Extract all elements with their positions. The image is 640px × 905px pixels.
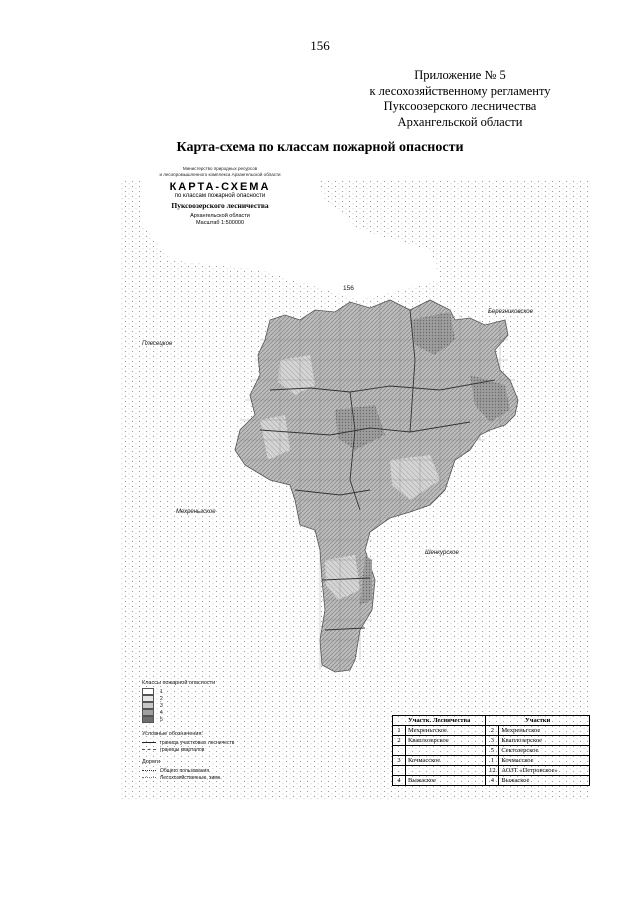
forestry-number-cell: 3	[393, 756, 406, 766]
legend-class-row	[142, 695, 262, 702]
forestry-name-cell: Мехреньгское	[406, 726, 486, 736]
legend-class-label: 2	[160, 695, 163, 702]
legend-quarter-boundary-label: границы кварталов	[160, 746, 205, 753]
map-region: Архангельской области	[190, 213, 250, 219]
legend-class-swatch	[142, 716, 154, 723]
neighbor-label-north-east: Березниковское	[488, 309, 533, 315]
section-number-cell: 5	[486, 746, 499, 756]
legend-class-row	[142, 702, 262, 709]
map-legend	[142, 678, 262, 781]
appendix-line-1: Приложение № 5	[414, 68, 506, 82]
section-number-cell: 4	[486, 776, 499, 786]
legend-road-general-label: Общего пользования	[160, 767, 210, 774]
document-title: Карта-схема по классам пожарной опасности	[176, 140, 464, 155]
forestry-name-cell: Выжаское	[406, 776, 486, 786]
table-header-forestry: Участк. Лесничества	[393, 716, 486, 726]
table-row	[393, 766, 590, 776]
map-subtitle: по классам пожарной опасности	[174, 193, 266, 199]
legend-row-section-boundary	[142, 739, 262, 746]
section-name-cell: Кочмасское	[499, 756, 590, 766]
section-name-cell: Сектозерское	[499, 746, 590, 756]
legend-class-label: 1	[160, 688, 163, 695]
table-row	[393, 776, 590, 786]
appendix-line-4: Архангельской области	[397, 114, 523, 129]
table-row	[393, 756, 590, 766]
neighbor-label-west: Плесецкое	[142, 341, 173, 347]
neighbor-label-south-west: Мехреньгское	[176, 509, 216, 515]
map-big-title: КАРТА-СХЕМА	[169, 181, 271, 193]
section-number-cell: 12	[486, 766, 499, 776]
sections-table-body	[393, 726, 590, 786]
sheet-number-label: 156	[343, 285, 354, 292]
map-forestry-name: Пуксоозерского лесничества	[171, 201, 269, 210]
legend-class-row	[142, 688, 262, 695]
sections-table	[392, 715, 590, 786]
appendix-line-2: к лесохозяйственному регламенту	[369, 83, 551, 98]
table-row	[393, 726, 590, 736]
section-number-cell: 2	[486, 726, 499, 736]
forestry-name-cell	[406, 746, 486, 756]
boundary-line-symbol	[142, 742, 156, 743]
legend-class-swatch	[142, 709, 154, 716]
legend-symbols-heading: Условные обозначения:	[142, 731, 203, 737]
legend-roads-heading: Дороги	[142, 759, 161, 765]
legend-class-label: 5	[160, 716, 163, 723]
section-name-cell: Выжаское	[499, 776, 590, 786]
table-row	[393, 736, 590, 746]
forestry-number-cell	[393, 766, 406, 776]
ministry-line-2: и лесопромышленного комплекса Архангельской области	[159, 171, 281, 177]
forestry-number-cell	[393, 746, 406, 756]
forestry-number-cell: 4	[393, 776, 406, 786]
section-name-cell: АОЗТ «Петровское»	[499, 766, 590, 776]
appendix-note	[360, 68, 560, 130]
legend-class-label: 4	[160, 709, 163, 716]
quarter-line-symbol	[142, 749, 156, 750]
map-header	[150, 166, 290, 227]
legend-classes-heading: Классы пожарной опасности	[142, 680, 216, 686]
legend-class-label: 3	[160, 702, 163, 709]
legend-class-row	[142, 716, 262, 723]
legend-row-quarter-boundary	[142, 746, 262, 753]
page-number: 156	[310, 38, 330, 53]
forestry-number-cell: 2	[393, 736, 406, 746]
ministry-line-1: Министерство природных ресурсов	[182, 166, 258, 171]
appendix-line-3: Пуксоозерского лесничества	[383, 99, 537, 113]
legend-row-road-general	[142, 767, 262, 774]
legend-class-swatch	[142, 688, 154, 695]
map-scale: Масштаб 1:500000	[196, 220, 244, 226]
section-number-cell: 1	[486, 756, 499, 766]
legend-class-row	[142, 709, 262, 716]
road-general-symbol	[142, 770, 156, 771]
neighbor-label-south-east: Шенкурское	[425, 550, 459, 556]
legend-row-road-forest	[142, 774, 262, 781]
road-forest-symbol	[142, 777, 156, 778]
section-name-cell: Кваплозерское	[499, 736, 590, 746]
legend-class-swatch	[142, 695, 154, 702]
forestry-name-cell	[406, 766, 486, 776]
section-number-cell: 3	[486, 736, 499, 746]
legend-class-swatch	[142, 702, 154, 709]
section-name-cell: Мехреньгское	[499, 726, 590, 736]
forestry-name-cell: Кочмасское	[406, 756, 486, 766]
forestry-number-cell: 1	[393, 726, 406, 736]
legend-section-boundary-label: граница участковых лесничеств	[160, 739, 235, 746]
table-header-sections: Участки	[486, 716, 590, 726]
forestry-name-cell: Кваплозерское	[406, 736, 486, 746]
legend-class-list	[142, 688, 262, 723]
legend-road-forest-label: Лесохозяйственные, зимн.	[160, 774, 222, 781]
table-row	[393, 746, 590, 756]
